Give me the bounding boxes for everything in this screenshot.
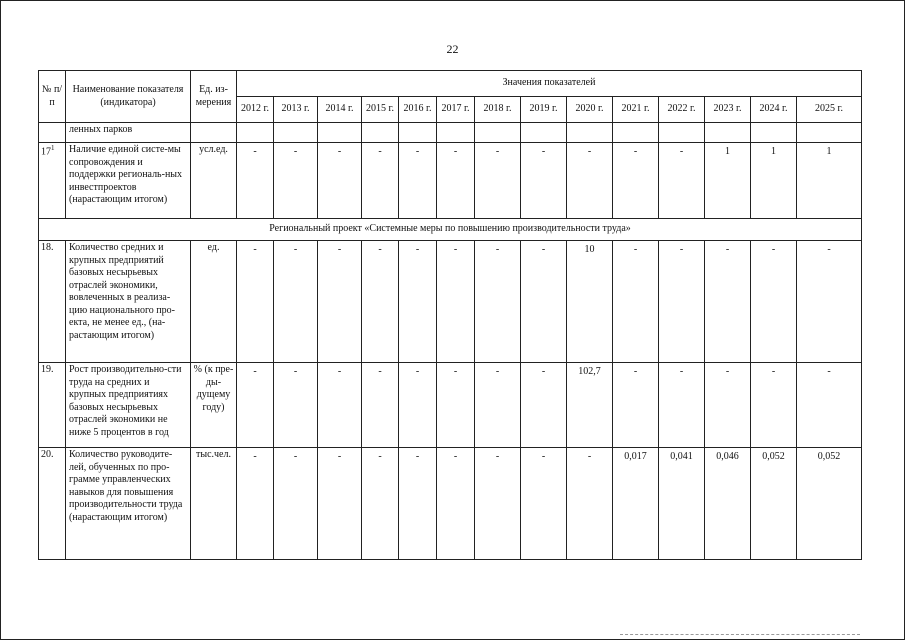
unit: тыс.чел. xyxy=(191,448,237,560)
value-cell: - xyxy=(521,448,567,560)
indicators-table xyxy=(38,70,862,560)
header-year: 2020 г. xyxy=(567,97,613,123)
row-number xyxy=(39,363,66,448)
value-cell: 1 xyxy=(751,143,797,219)
value-cell: - xyxy=(797,363,862,448)
row-number xyxy=(39,241,66,363)
value-cell: - xyxy=(475,241,521,363)
value-cell: - xyxy=(274,448,318,560)
value-cell: - xyxy=(613,143,659,219)
unit xyxy=(191,123,237,143)
value-cell: - xyxy=(659,363,705,448)
header-values: Значения показателей xyxy=(237,71,862,97)
table-row xyxy=(39,448,862,560)
value-cell: - xyxy=(475,448,521,560)
value-cell xyxy=(613,123,659,143)
row-number xyxy=(39,448,66,560)
value-cell xyxy=(437,123,475,143)
indicator-name: ленных парков xyxy=(66,123,191,143)
row-number-superscript: 1 xyxy=(51,144,55,152)
value-cell: - xyxy=(567,143,613,219)
header-year: 2022 г. xyxy=(659,97,705,123)
value-cell xyxy=(274,123,318,143)
header-indicator-name: Наименование показателя (индикатора) xyxy=(66,71,191,123)
value-cell xyxy=(362,123,399,143)
value-cell: - xyxy=(362,241,399,363)
table-row xyxy=(39,363,862,448)
table-row xyxy=(39,241,862,363)
value-cell: - xyxy=(274,241,318,363)
header-year: 2016 г. xyxy=(399,97,437,123)
value-cell: - xyxy=(475,363,521,448)
header-year: 2019 г. xyxy=(521,97,567,123)
value-cell: - xyxy=(613,363,659,448)
value-cell: 0,046 xyxy=(705,448,751,560)
value-cell xyxy=(751,123,797,143)
row-number xyxy=(39,143,66,219)
indicator-name: Наличие единой систе-мы сопровождения и поддержки региональ-ных инвестпроектов (нарастающим итогом) xyxy=(66,143,191,219)
value-cell: 1 xyxy=(797,143,862,219)
value-cell: 1 xyxy=(705,143,751,219)
value-cell: - xyxy=(437,363,475,448)
value-cell: - xyxy=(437,143,475,219)
header-year: 2018 г. xyxy=(475,97,521,123)
section-title: Региональный проект «Системные меры по повышению производительности труда» xyxy=(39,219,862,241)
value-cell: - xyxy=(237,363,274,448)
value-cell: - xyxy=(274,363,318,448)
value-cell xyxy=(567,123,613,143)
table-row xyxy=(39,123,862,143)
section-row xyxy=(39,219,862,241)
value-cell xyxy=(521,123,567,143)
scan-artifact xyxy=(620,634,860,638)
value-cell: - xyxy=(318,143,362,219)
value-cell xyxy=(797,123,862,143)
value-cell xyxy=(318,123,362,143)
value-cell: 0,052 xyxy=(797,448,862,560)
page-number: 22 xyxy=(446,42,459,56)
row-number-text: 20. xyxy=(41,449,54,460)
unit: усл.ед. xyxy=(191,143,237,219)
value-cell xyxy=(705,123,751,143)
value-cell: - xyxy=(362,363,399,448)
value-cell: - xyxy=(318,363,362,448)
indicator-name: Рост производительно-сти труда на средних и крупных предприятиях базовых несырьевых отраслей экономики не ниже 5 процентов в год xyxy=(66,363,191,448)
value-cell: - xyxy=(237,448,274,560)
value-cell: - xyxy=(274,143,318,219)
value-cell: - xyxy=(613,241,659,363)
value-cell: 102,7 xyxy=(567,363,613,448)
value-cell: 0,052 xyxy=(751,448,797,560)
value-cell xyxy=(399,123,437,143)
value-cell: - xyxy=(751,363,797,448)
value-cell: - xyxy=(705,241,751,363)
value-cell: - xyxy=(521,143,567,219)
header-year: 2025 г. xyxy=(797,97,862,123)
indicator-name: Количество средних и крупных предприятий базовых несырьевых отраслей экономики, вовлеченных в реализа-цию национального про-екта, не менее ед., (на-растающим итогом) xyxy=(66,241,191,363)
value-cell: 0,041 xyxy=(659,448,705,560)
unit: % (к пре-ды-дущему году) xyxy=(191,363,237,448)
value-cell: - xyxy=(567,448,613,560)
value-cell: - xyxy=(237,241,274,363)
value-cell: - xyxy=(521,363,567,448)
value-cell: - xyxy=(659,241,705,363)
value-cell: - xyxy=(797,241,862,363)
value-cell: - xyxy=(437,448,475,560)
header-unit: Ед. из-мерения xyxy=(191,71,237,123)
value-cell: - xyxy=(521,241,567,363)
value-cell: - xyxy=(437,241,475,363)
value-cell: - xyxy=(659,143,705,219)
value-cell: 10 xyxy=(567,241,613,363)
header-year: 2013 г. xyxy=(274,97,318,123)
value-cell xyxy=(659,123,705,143)
row-number-text: 19. xyxy=(41,364,54,375)
header-year: 2024 г. xyxy=(751,97,797,123)
value-cell xyxy=(237,123,274,143)
header-year: 2017 г. xyxy=(437,97,475,123)
value-cell: - xyxy=(475,143,521,219)
header-num: № п/п xyxy=(39,71,66,123)
indicator-name: Количество руководите-лей, обученных по про-грамме управленческих навыков для повышения производительности труда (нарастающим итогом) xyxy=(66,448,191,560)
value-cell: - xyxy=(705,363,751,448)
value-cell: 0,017 xyxy=(613,448,659,560)
header-year: 2012 г. xyxy=(237,97,274,123)
table-row xyxy=(39,143,862,219)
header-year: 2015 г. xyxy=(362,97,399,123)
unit: ед. xyxy=(191,241,237,363)
row-number-text: 17 xyxy=(41,146,51,158)
header-year: 2021 г. xyxy=(613,97,659,123)
value-cell: - xyxy=(399,143,437,219)
value-cell: - xyxy=(237,143,274,219)
value-cell: - xyxy=(318,241,362,363)
value-cell: - xyxy=(362,448,399,560)
value-cell: - xyxy=(399,363,437,448)
value-cell xyxy=(475,123,521,143)
header-year: 2014 г. xyxy=(318,97,362,123)
header-year: 2023 г. xyxy=(705,97,751,123)
value-cell: - xyxy=(362,143,399,219)
value-cell: - xyxy=(318,448,362,560)
value-cell: - xyxy=(399,448,437,560)
value-cell: - xyxy=(751,241,797,363)
row-number xyxy=(39,123,66,143)
row-number-text: 18. xyxy=(41,242,54,253)
value-cell: - xyxy=(399,241,437,363)
